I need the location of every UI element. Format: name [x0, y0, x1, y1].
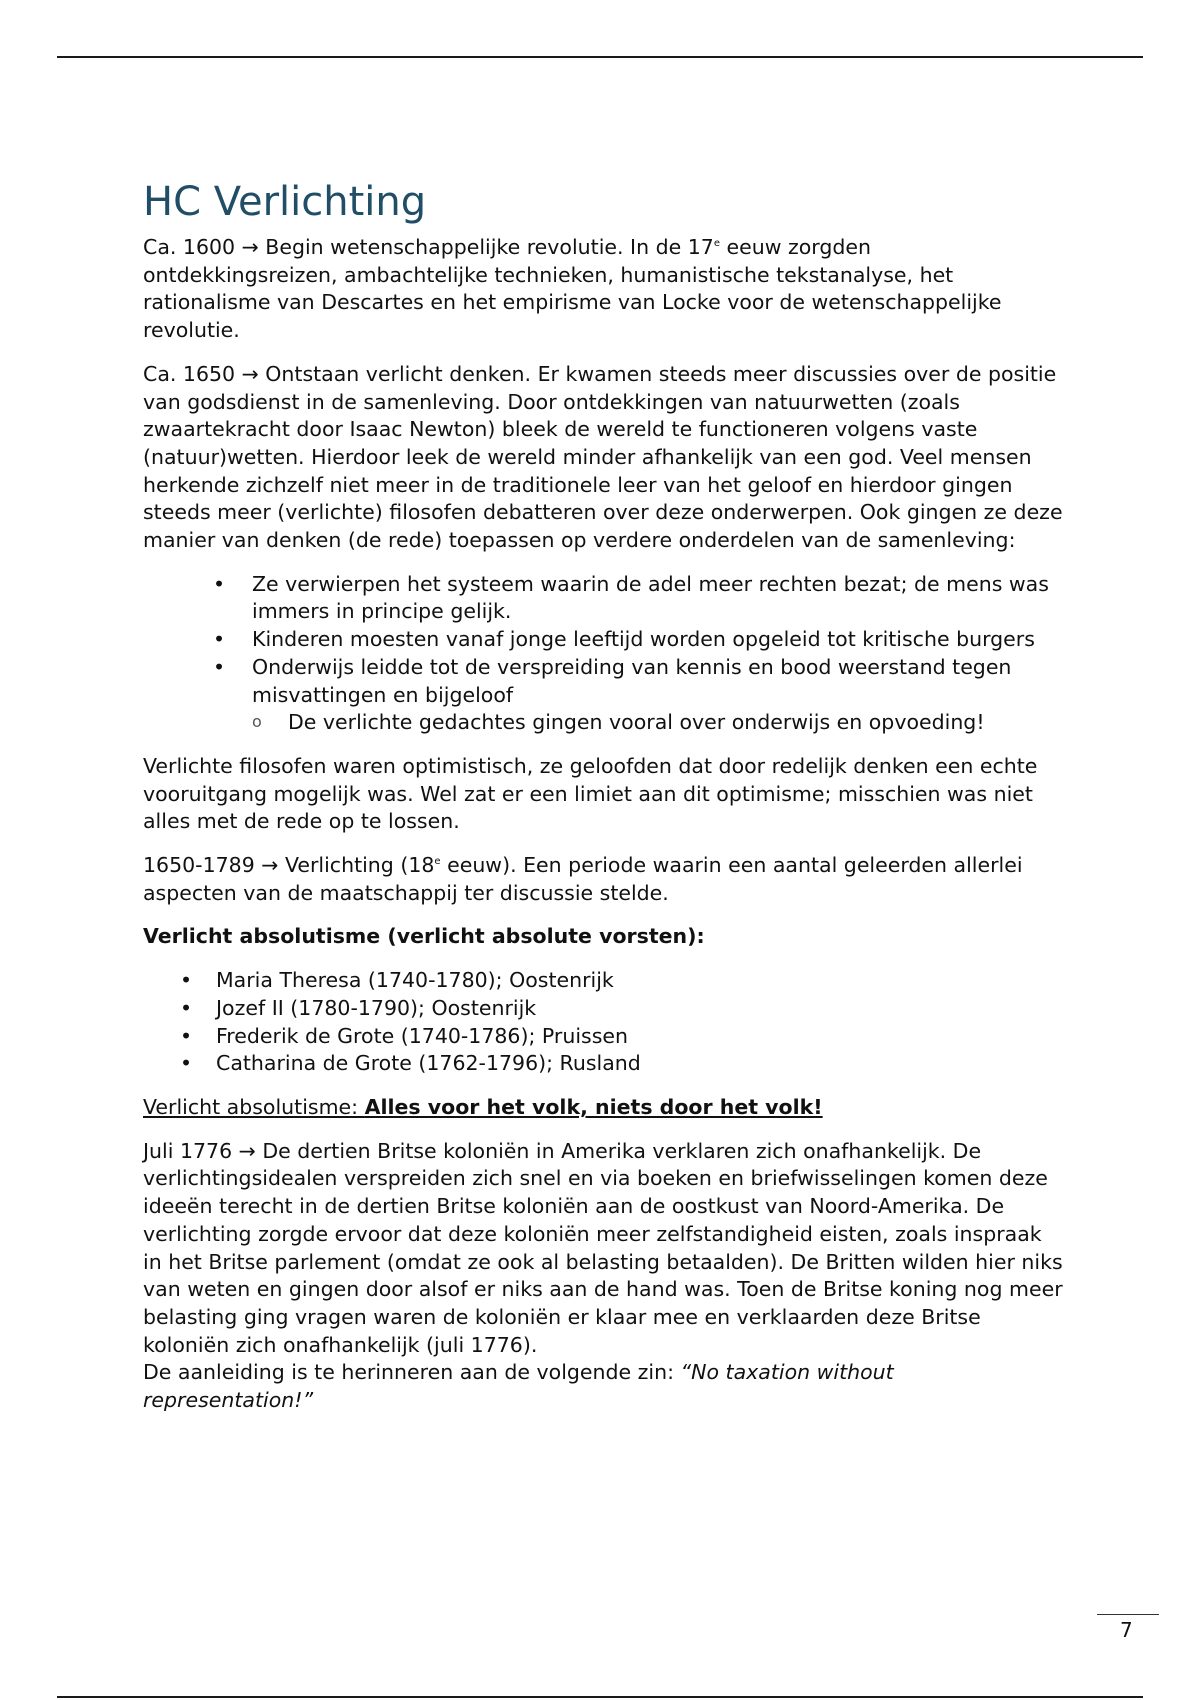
list-item: • Onderwijs leidde tot de verspreiding van kennis en bood weerstand tegen misvattingen en bijgeloof o De verlichte gedachtes gingen vooral over onderwijs en opvoeding!: [143, 654, 1063, 737]
rulers-list: [143, 967, 1063, 1078]
paragraph-1600: Ca. 1600 → Begin wetenschappelijke revolutie. In de 17e eeuw zorgden ontdekkingsreizen, ambachtelijke technieken, humanistische tekstanalyse, het rationalisme van Descartes en het empirisme van Locke voor de wetenschappelijke revolutie.: [143, 235, 1002, 343]
page-title: HC Verlichting: [143, 179, 427, 225]
page-number: 7: [1120, 1618, 1133, 1642]
list-item: • Maria Theresa (1740-1780); Oostenrijk: [143, 967, 1063, 995]
consequences-list: [143, 571, 1063, 737]
paragraph-1650: Ca. 1650 → Ontstaan verlicht denken. Er kwamen steeds meer discussies over de positie van godsdienst in de samenleving. Door ontdekkingen van natuurwetten (zoals zwaartekracht door Isaac Newton) bleek de wereld te functioneren volgens vaste (natuur)wetten. Hierdoor leek de wereld minder afhankelijk van een god. Veel mensen herkende zichzelf niet meer in de traditionele leer van het geloof en hierdoor gingen steeds meer (verlichte) filosofen debatteren over deze onderwerpen. Ook gingen ze deze manier van denken (de rede) toepassen op verdere onderdelen van de samenleving:: [143, 361, 1063, 553]
sub-list: [288, 709, 1063, 737]
document-body: [143, 176, 1063, 1431]
sub-list-item: o De verlichte gedachtes gingen vooral over onderwijs en opvoeding!: [252, 709, 1063, 737]
list-item: • Ze verwierpen het systeem waarin de adel meer rechten bezat; de mens was immers in principe gelijk.: [143, 571, 1063, 626]
page-number-rule: [1097, 1614, 1159, 1615]
header-rule: [57, 56, 1143, 58]
list-item: • Kinderen moesten vanaf jonge leeftijd worden opgeleid tot kritische burgers: [143, 626, 1063, 654]
paragraph-optimism: Verlichte filosofen waren optimistisch, ze geloofden dat door redelijk denken een echte vooruitgang mogelijk was. Wel zat er een limiet aan dit optimisme; misschien was niet alles met de rede op te lossen.: [143, 753, 1038, 834]
motto: Verlicht absolutisme: Alles voor het volk, niets door het volk!: [143, 1094, 823, 1119]
heading-absolutism: Verlicht absolutisme (verlicht absolute vorsten):: [143, 924, 705, 949]
paragraph-1776: Juli 1776 → De dertien Britse koloniën in Amerika verklaren zich onafhankelijk. De verlichtingsidealen verspreiden zich snel en via boeken en briefwisselingen komen deze ideeën terecht in de dertien Britse koloniën aan de oostkust van Noord-Amerika. De verlichting zorgde ervoor dat deze koloniën meer zelfstandigheid eisten, zoals inspraak in het Britse parlement (omdat ze ook al belasting betaalden). De Britten wilden hier niks van weten en gingen door alsof er niks aan de hand was. Toen de Britse koning nog meer belasting ging vragen waren de koloniën er klaar mee en verklaarden deze Britse koloniën zich onafhankelijk (juli 1776).: [143, 1138, 1063, 1357]
list-item: • Frederik de Grote (1740-1786); Pruissen: [143, 1023, 1063, 1051]
paragraph-quote: De aanleiding is te herinneren aan de volgende zin: “No taxation without representation!”: [143, 1360, 894, 1413]
footer-rule: [57, 1696, 1143, 1698]
list-item: • Catharina de Grote (1762-1796); Rusland: [143, 1050, 1063, 1078]
paragraph-1650-1789: 1650-1789 → Verlichting (18e eeuw). Een periode waarin een aantal geleerden allerlei aspecten van de maatschappij ter discussie stelde.: [143, 853, 1023, 905]
list-item: • Jozef II (1780-1790); Oostenrijk: [143, 995, 1063, 1023]
